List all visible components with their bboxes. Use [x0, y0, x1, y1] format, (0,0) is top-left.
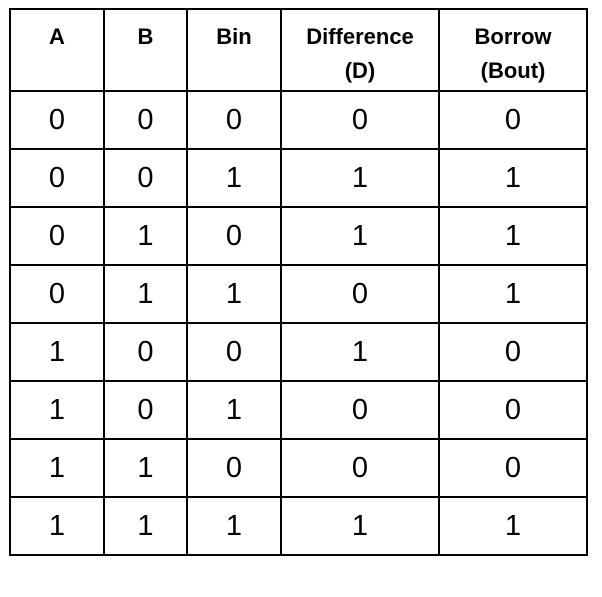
header-a-label: A	[49, 24, 65, 49]
cell-difference: 0	[281, 265, 439, 323]
header-borrow-symbol: (Bout)	[480, 58, 546, 83]
cell-bin: 0	[187, 91, 281, 149]
cell-borrow: 1	[439, 207, 587, 265]
cell-b: 0	[104, 381, 187, 439]
header-b-label: B	[137, 24, 154, 49]
cell-difference: 1	[281, 497, 439, 555]
header-difference	[281, 9, 439, 91]
cell-b: 1	[104, 497, 187, 555]
cell-b: 0	[104, 91, 187, 149]
cell-a: 0	[10, 149, 104, 207]
cell-borrow: 1	[439, 497, 587, 555]
cell-borrow: 0	[439, 381, 587, 439]
cell-bin: 0	[187, 207, 281, 265]
cell-borrow: 0	[439, 439, 587, 497]
cell-difference: 1	[281, 207, 439, 265]
cell-b: 1	[104, 207, 187, 265]
cell-borrow: 0	[439, 91, 587, 149]
cell-bin: 0	[187, 323, 281, 381]
cell-b: 0	[104, 149, 187, 207]
cell-bin: 1	[187, 381, 281, 439]
cell-a: 1	[10, 497, 104, 555]
table-row	[10, 149, 587, 207]
cell-b: 0	[104, 323, 187, 381]
cell-a: 0	[10, 207, 104, 265]
table-row	[10, 207, 587, 265]
table-row	[10, 381, 587, 439]
header-bin-label: Bin	[216, 24, 252, 49]
cell-difference: 0	[281, 439, 439, 497]
cell-a: 1	[10, 439, 104, 497]
table-row	[10, 323, 587, 381]
header-bin	[187, 9, 281, 91]
cell-difference: 1	[281, 323, 439, 381]
table-row	[10, 91, 587, 149]
header-b	[104, 9, 187, 91]
cell-difference: 0	[281, 381, 439, 439]
cell-b: 1	[104, 439, 187, 497]
cell-a: 0	[10, 91, 104, 149]
cell-borrow: 1	[439, 265, 587, 323]
cell-bin: 1	[187, 149, 281, 207]
table-row	[10, 265, 587, 323]
header-row	[10, 9, 587, 91]
cell-a: 1	[10, 323, 104, 381]
cell-bin: 1	[187, 497, 281, 555]
cell-borrow: 0	[439, 323, 587, 381]
header-borrow-label: Borrow	[474, 24, 552, 49]
cell-bin: 0	[187, 439, 281, 497]
header-difference-symbol: (D)	[344, 58, 376, 83]
table-row	[10, 439, 587, 497]
cell-a: 0	[10, 265, 104, 323]
header-a	[10, 9, 104, 91]
header-difference-label: Difference	[306, 24, 414, 49]
header-borrow	[439, 9, 587, 91]
full-subtractor-truth-table	[9, 8, 588, 556]
cell-difference: 1	[281, 149, 439, 207]
cell-a: 1	[10, 381, 104, 439]
cell-b: 1	[104, 265, 187, 323]
cell-bin: 1	[187, 265, 281, 323]
table-row	[10, 497, 587, 555]
cell-difference: 0	[281, 91, 439, 149]
cell-borrow: 1	[439, 149, 587, 207]
